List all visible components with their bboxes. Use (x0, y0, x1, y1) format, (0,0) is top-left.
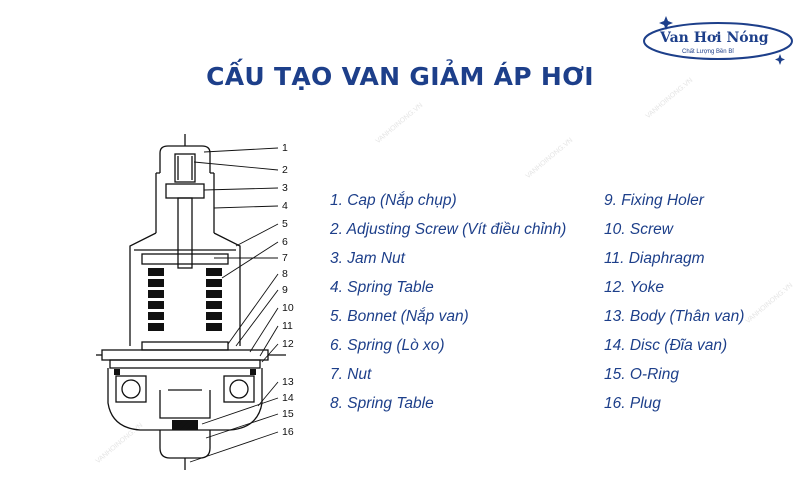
list-item: 6. Spring (Lò xo) (330, 337, 445, 354)
list-item: 3. Jam Nut (330, 250, 405, 267)
list-item: 14. Disc (Đĩa van) (604, 337, 728, 354)
callout-number: 8 (282, 268, 288, 280)
list-item: 4. Spring Table (330, 279, 434, 296)
callout-number: 15 (282, 408, 294, 420)
list-item: 9. Fixing Holer (604, 192, 704, 209)
callout-number: 13 (282, 376, 294, 388)
watermark: VANHOINONG.VN (644, 76, 695, 121)
callout-number: 14 (282, 392, 294, 404)
list-item: 15. O-Ring (604, 366, 679, 383)
callout-number: 9 (282, 284, 288, 296)
list-item: 10. Screw (604, 221, 673, 238)
watermark: VANHOINONG.VN (744, 281, 795, 326)
watermark: VANHOINONG.VN (94, 421, 145, 466)
callout-number: 7 (282, 252, 288, 264)
brand-logo (638, 8, 796, 68)
callout-number: 12 (282, 338, 294, 350)
list-item: 13. Body (Thân van) (604, 308, 745, 325)
list-item: 7. Nut (330, 366, 372, 383)
list-item: 2. Adjusting Screw (Vít điều chỉnh) (330, 221, 567, 238)
list-item: 11. Diaphragm (604, 250, 705, 267)
list-item: 16. Plug (604, 395, 661, 412)
callout-number: 16 (282, 426, 294, 438)
cap-shape (160, 146, 210, 173)
logo-name: Van Hơi Nóng (660, 30, 769, 46)
list-item: 1. Cap (Nắp chụp) (330, 192, 457, 209)
callout-number: 3 (282, 182, 288, 194)
spring-coils (114, 268, 256, 430)
list-item: 5. Bonnet (Nắp van) (330, 308, 469, 325)
callout-number: 4 (282, 200, 288, 212)
parts-list-right (604, 190, 744, 422)
page-title: CẤU TẠO VAN GIẢM ÁP HƠI (206, 62, 594, 91)
list-item: 8. Spring Table (330, 395, 434, 412)
valve-cross-section-diagram (90, 128, 310, 478)
watermark: VANHOINONG.VN (374, 101, 425, 146)
callout-number: 11 (282, 320, 293, 332)
callout-number: 5 (282, 218, 288, 230)
callout-number: 6 (282, 236, 288, 248)
parts-list-left (330, 190, 566, 422)
callout-number: 10 (282, 302, 294, 314)
list-item: 12. Yoke (604, 279, 665, 296)
logo-tagline: Chất Lượng Bền Bỉ (682, 49, 734, 55)
callout-number: 1 (282, 142, 288, 154)
callout-number: 2 (282, 164, 288, 176)
watermark: VANHOINONG.VN (524, 136, 575, 181)
